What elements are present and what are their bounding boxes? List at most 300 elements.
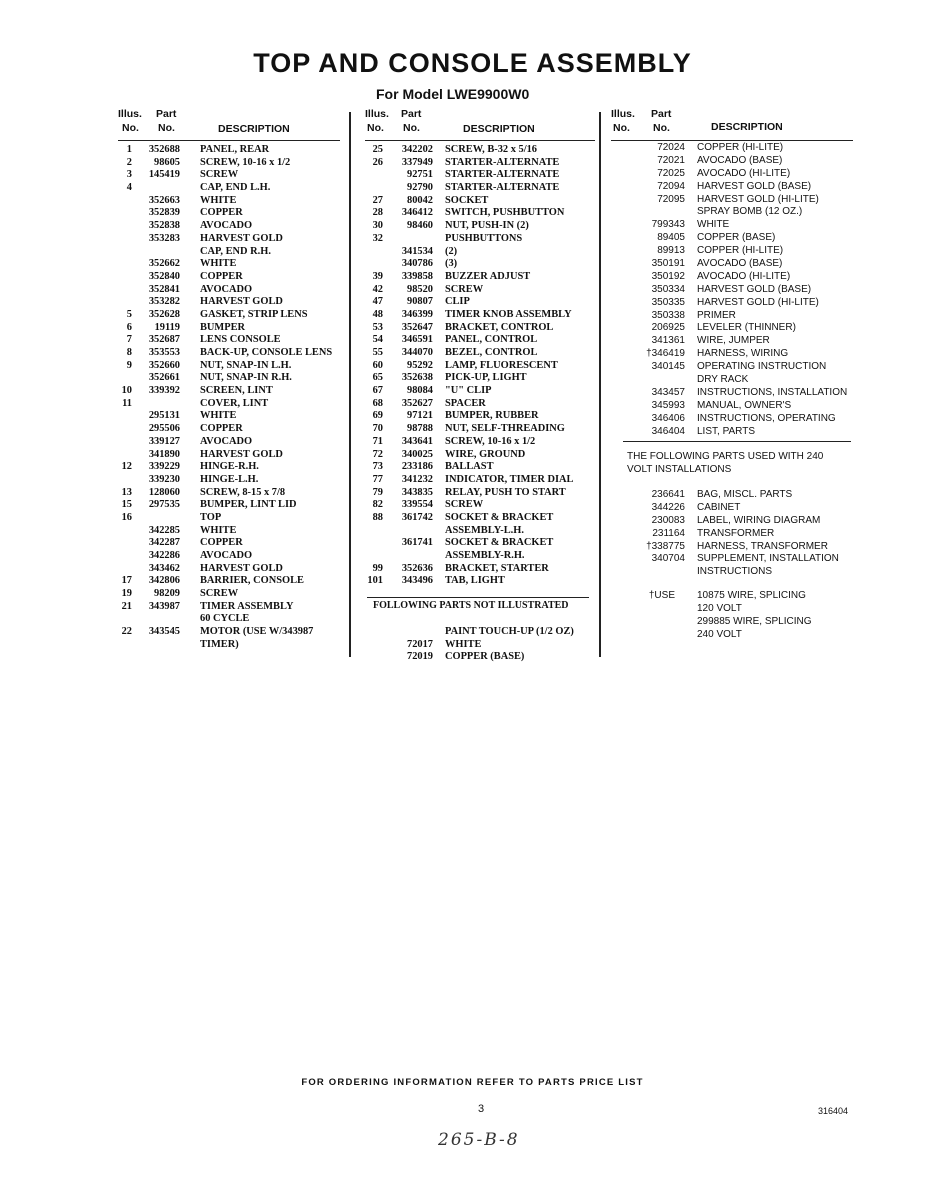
description: "U" CLIP (445, 385, 492, 397)
part-no: 230083 (651, 514, 685, 526)
parts-column-2 (365, 108, 595, 663)
table-row (365, 563, 595, 576)
part-no: 233186 (401, 461, 433, 473)
part-no: 89405 (657, 232, 685, 244)
header-no: No. (367, 122, 384, 134)
part-no: 295506 (148, 423, 180, 435)
header-rule (118, 140, 340, 141)
description: NUT, SELF-THREADING (445, 423, 565, 435)
part-no: 353283 (148, 232, 180, 244)
part-no: 297535 (148, 499, 180, 511)
part-no: 350192 (651, 270, 685, 282)
table-row (611, 413, 861, 426)
part-no: 92790 (407, 182, 433, 194)
part-no: 346412 (401, 207, 433, 219)
description: BACK-UP, CONSOLE LENS (200, 347, 333, 358)
description: TIMER ASSEMBLY (200, 600, 294, 612)
description: MANUAL, OWNER'S (697, 399, 792, 411)
part-no: 339229 (148, 461, 180, 473)
description: 10875 WIRE, SPLICING (697, 590, 806, 601)
description: SOCKET & BRACKET (445, 511, 554, 523)
part-no: 344070 (401, 347, 433, 358)
part-no: 352687 (148, 334, 180, 346)
illus-no: 65 (372, 372, 383, 384)
table-row (365, 461, 595, 474)
description: SOCKET & BRACKET (445, 537, 554, 549)
part-no: 344226 (651, 501, 685, 513)
description: HARNESS, WIRING (697, 348, 789, 360)
table-row (365, 575, 595, 588)
column-header (365, 108, 595, 138)
description: CLIP (445, 296, 470, 308)
table-row (118, 410, 340, 423)
table-row (611, 528, 861, 541)
header-rule (611, 140, 853, 141)
description: TIMER KNOB ASSEMBLY (445, 308, 572, 320)
description: HARVEST GOLD (200, 562, 283, 574)
table-row (611, 245, 861, 258)
part-no: 343835 (401, 486, 433, 498)
description: COPPER (200, 423, 243, 435)
description: TIMER) (200, 638, 239, 650)
section-rule (623, 441, 851, 442)
table-row (365, 651, 595, 664)
table-row (118, 626, 340, 639)
not-illustrated-note: FOLLOWING PARTS NOT ILLUSTRATED (373, 600, 569, 611)
description: SOCKET (445, 194, 489, 206)
part-no: 352627 (401, 397, 433, 409)
description: SCREW (200, 588, 239, 600)
description: 299885 WIRE, SPLICING (697, 615, 812, 627)
description: CAP, END L.H. (200, 182, 271, 194)
voltage-note-line2: VOLT INSTALLATIONS (627, 464, 732, 475)
parts-list (118, 144, 340, 652)
description: SCREW, 10-16 x 1/2 (200, 156, 291, 168)
table-row (365, 258, 595, 271)
part-no: 342287 (148, 537, 180, 549)
parts-list-use (611, 590, 861, 642)
description: BUMPER (200, 321, 246, 333)
description: HARVEST GOLD (200, 232, 283, 244)
illus-no: 7 (126, 334, 132, 346)
description: PAINT TOUCH-UP (1/2 OZ) (445, 626, 574, 637)
table-row (365, 144, 595, 157)
description: AVOCADO (HI-LITE) (697, 270, 791, 282)
description: PRIMER (697, 309, 736, 321)
description: BAG, MISCL. PARTS (697, 489, 793, 500)
part-no: 343545 (148, 626, 180, 638)
table-row (118, 195, 340, 208)
description: COPPER (BASE) (445, 651, 525, 663)
part-no: 352647 (401, 321, 433, 333)
description: OPERATING INSTRUCTION (697, 361, 827, 373)
description: SPACER (445, 397, 486, 409)
header-part: Part (156, 108, 177, 120)
illus-no: 60 (372, 359, 383, 371)
description: TRANSFORMER (697, 527, 775, 539)
illus-no: 68 (372, 397, 383, 409)
part-no: 799343 (651, 219, 685, 231)
description: DRY RACK (697, 374, 749, 386)
document-number: 316404 (818, 1106, 849, 1116)
illus-no: 16 (121, 511, 132, 523)
table-row (611, 553, 861, 566)
part-no: 72024 (657, 142, 685, 153)
illus-no: 73 (372, 461, 383, 473)
part-no: 231164 (652, 527, 685, 539)
table-row (118, 157, 340, 170)
illus-no: 99 (372, 562, 383, 574)
description: PANEL, CONTROL (445, 334, 538, 346)
table-row (611, 566, 861, 579)
table-row (118, 461, 340, 474)
part-no: 346406 (651, 412, 685, 424)
part-no: 342285 (148, 524, 180, 536)
table-row (118, 284, 340, 297)
table-row (365, 233, 595, 246)
header-no: No. (122, 122, 139, 134)
description: SCREEN, LINT (200, 385, 273, 397)
table-row (611, 335, 861, 348)
part-no: 343641 (401, 435, 433, 447)
table-row (365, 220, 595, 233)
table-row (365, 207, 595, 220)
part-no: 343987 (148, 600, 180, 612)
description: COPPER (HI-LITE) (697, 142, 784, 153)
table-row (118, 220, 340, 233)
part-no: 339127 (148, 435, 180, 447)
part-no: 361741 (401, 537, 433, 549)
illus-no: 21 (121, 600, 132, 612)
part-no: 128060 (148, 486, 180, 498)
part-no: 92751 (407, 169, 433, 181)
description: LEVELER (THINNER) (697, 322, 796, 334)
table-row (118, 601, 340, 614)
illus-no: 1 (126, 144, 132, 155)
part-no: 72095 (657, 193, 685, 205)
description: MOTOR (USE W/343987 (200, 626, 314, 638)
description: INSTRUCTIONS, OPERATING (697, 412, 836, 424)
table-row (365, 334, 595, 347)
table-row (365, 195, 595, 208)
illus-no: 42 (372, 283, 383, 295)
table-row (365, 347, 595, 360)
illus-no: 11 (122, 397, 132, 409)
part-no: 352628 (148, 308, 180, 320)
part-no: †USE (648, 590, 675, 601)
description: AVOCADO (200, 435, 253, 447)
illus-no: 82 (372, 499, 383, 511)
table-row (118, 537, 340, 550)
description: (3) (445, 258, 458, 270)
part-no: 353282 (148, 296, 180, 308)
table-row (611, 271, 861, 284)
table-row (118, 398, 340, 411)
part-no: 339554 (401, 499, 433, 511)
description: HARVEST GOLD (HI-LITE) (697, 193, 819, 205)
table-row (611, 181, 861, 194)
illus-no: 72 (372, 448, 383, 460)
description: HINGE-L.H. (200, 473, 259, 485)
header-description: DESCRIPTION (463, 123, 535, 135)
description: ASSEMBLY-R.H. (445, 550, 525, 561)
description: STARTER-ALTERNATE (445, 156, 560, 168)
header-description: DESCRIPTION (218, 123, 290, 135)
table-row (118, 575, 340, 588)
table-row (118, 588, 340, 601)
illus-no: 6 (126, 321, 132, 333)
part-no: 352661 (148, 372, 180, 384)
table-row (118, 360, 340, 373)
table-row (118, 258, 340, 271)
table-row (365, 246, 595, 259)
description: AVOCADO (200, 220, 253, 232)
header-no: No. (158, 122, 175, 134)
table-row (365, 449, 595, 462)
table-row (118, 613, 340, 626)
illus-no: 17 (121, 575, 132, 587)
description: AVOCADO (HI-LITE) (697, 167, 791, 179)
description: WIRE, JUMPER (697, 335, 770, 347)
handwritten-note: 265-B-8 (438, 1130, 520, 1150)
table-row (118, 372, 340, 385)
part-no: 236641 (651, 489, 685, 500)
part-no: 72021 (657, 154, 685, 166)
header-part: Part (401, 108, 422, 120)
illus-no: 47 (372, 296, 383, 308)
parts-list (365, 144, 595, 588)
description: 240 VOLT (697, 628, 742, 640)
part-no: 89913 (657, 245, 685, 257)
column-header (118, 108, 340, 138)
part-no: 339392 (148, 385, 180, 397)
description: STARTER-ALTERNATE (445, 182, 560, 194)
table-row (365, 360, 595, 373)
part-no: 343496 (401, 575, 433, 587)
table-row (365, 157, 595, 170)
part-no: 145419 (148, 169, 180, 181)
table-row (118, 487, 340, 500)
header-rule (365, 140, 595, 141)
parts-list-240v (611, 489, 861, 579)
part-no: 352638 (401, 372, 433, 384)
description: HINGE-R.H. (200, 461, 259, 473)
description: COPPER (HI-LITE) (697, 245, 784, 257)
description: INDICATOR, TIMER DIAL (445, 473, 574, 485)
description: LAMP, FLUORESCENT (445, 359, 558, 371)
table-row (118, 296, 340, 309)
description: TAB, LIGHT (445, 575, 505, 587)
description: SCREW, B-32 x 5/16 (445, 144, 537, 155)
description: SCREW (445, 283, 484, 295)
illus-no: 12 (121, 461, 132, 473)
header-no: No. (403, 122, 420, 134)
part-no: 72017 (407, 638, 433, 650)
part-no: 343462 (148, 562, 180, 574)
part-no: 361742 (401, 511, 433, 523)
illus-no: 77 (372, 473, 383, 485)
part-no: †338775 (646, 540, 685, 552)
description: COPPER (200, 537, 243, 549)
part-no: 341232 (401, 473, 433, 485)
illus-no: 39 (372, 270, 383, 282)
description: WHITE (200, 410, 237, 422)
column-divider (349, 112, 351, 657)
table-row (611, 297, 861, 310)
description: LENS CONSOLE (200, 334, 281, 346)
ordering-footer: FOR ORDERING INFORMATION REFER TO PARTS PRICE LIST (301, 1077, 644, 1088)
table-row (365, 284, 595, 297)
part-no: 352662 (148, 258, 180, 270)
part-no: 80042 (407, 194, 433, 206)
part-no: 97121 (407, 410, 433, 422)
table-row (611, 489, 861, 502)
part-no: 342202 (401, 144, 433, 155)
description: LABEL, WIRING DIAGRAM (697, 514, 821, 526)
illus-no: 30 (372, 220, 383, 232)
part-no: 350191 (651, 258, 685, 270)
table-row (118, 347, 340, 360)
table-row (365, 639, 595, 652)
illus-no: 3 (126, 169, 132, 181)
description: SPRAY BOMB (12 OZ.) (697, 206, 803, 218)
part-no: 346399 (401, 308, 433, 320)
description: PUSHBUTTONS (445, 232, 523, 244)
illus-no: 13 (121, 486, 132, 498)
part-no: 352839 (148, 207, 180, 219)
part-no: 98084 (407, 385, 433, 397)
illus-no: 27 (372, 194, 383, 206)
illus-no: 10 (121, 385, 132, 397)
part-no: 98520 (407, 283, 433, 295)
table-row (365, 525, 595, 538)
description: WHITE (200, 258, 237, 270)
description: WHITE (200, 524, 237, 536)
table-row (118, 550, 340, 563)
description: NUT, SNAP-IN L.H. (200, 359, 292, 371)
table-row (611, 194, 861, 207)
part-no: 352688 (148, 144, 180, 155)
table-row (118, 449, 340, 462)
table-row (118, 233, 340, 246)
table-row (365, 550, 595, 563)
table-row (118, 423, 340, 436)
description: SCREW (445, 499, 484, 511)
illus-no: 88 (372, 511, 383, 523)
part-no: 340145 (651, 361, 685, 373)
part-no: 352663 (148, 194, 180, 206)
part-no: 339858 (401, 270, 433, 282)
description: 120 VOLT (697, 602, 742, 614)
parts-list (611, 142, 861, 438)
table-row (611, 426, 861, 439)
part-no: 341890 (148, 448, 180, 460)
illus-no: 15 (121, 499, 132, 511)
table-row (118, 512, 340, 525)
part-no: 206925 (651, 322, 685, 334)
description: SWITCH, PUSHBUTTON (445, 207, 565, 219)
section-rule (367, 597, 589, 598)
description: BRACKET, CONTROL (445, 321, 554, 333)
illus-no: 22 (121, 626, 132, 638)
description: COVER, LINT (200, 397, 269, 409)
part-no: 345993 (651, 399, 685, 411)
page-subtitle: For Model LWE9900W0 (376, 86, 530, 102)
description: AVOCADO (BASE) (697, 154, 783, 166)
table-row (365, 537, 595, 550)
table-row (365, 322, 595, 335)
description: PANEL, REAR (200, 144, 270, 155)
parts-list-not-illustrated (365, 626, 595, 664)
header-illus: Illus. (365, 108, 389, 120)
part-no: 341534 (401, 245, 433, 257)
page-number: 3 (478, 1103, 485, 1115)
description: COPPER (200, 270, 243, 282)
description: BUZZER ADJUST (445, 270, 531, 282)
header-no: No. (653, 122, 670, 134)
description: BUMPER, LINT LID (200, 499, 297, 511)
description: SCREW, 8-15 x 7/8 (200, 486, 286, 498)
description: WHITE (697, 219, 730, 231)
description: BALLAST (445, 461, 494, 473)
table-row (118, 169, 340, 182)
description: STARTER-ALTERNATE (445, 169, 560, 181)
illus-no: 19 (121, 588, 132, 600)
table-row (611, 374, 861, 387)
header-part: Part (651, 108, 672, 120)
table-row (611, 322, 861, 335)
description: SCREW, 10-16 x 1/2 (445, 435, 536, 447)
header-illus: Illus. (118, 108, 142, 120)
illus-no: 55 (372, 347, 383, 358)
part-no: 352840 (148, 270, 180, 282)
column-header (611, 108, 861, 138)
description: NUT, SNAP-IN R.H. (200, 372, 292, 384)
illus-no: 67 (372, 385, 383, 397)
part-no: 342806 (148, 575, 180, 587)
part-no: 295131 (148, 410, 180, 422)
table-row (365, 499, 595, 512)
description: HARVEST GOLD (BASE) (697, 283, 812, 295)
part-no: 352841 (148, 283, 180, 295)
illus-no: 53 (372, 321, 383, 333)
part-no: 352838 (148, 220, 180, 232)
description: AVOCADO (200, 550, 253, 561)
table-row (118, 474, 340, 487)
table-row (118, 144, 340, 157)
description: (2) (445, 245, 458, 257)
table-row (611, 629, 861, 642)
table-row (118, 309, 340, 322)
header-illus: Illus. (611, 108, 635, 120)
part-no: 340025 (401, 448, 433, 460)
description: SUPPLEMENT, INSTALLATION (697, 553, 839, 565)
part-no: 342286 (148, 550, 180, 561)
table-row (611, 142, 861, 155)
part-no: 72094 (657, 180, 685, 192)
description: BARRIER, CONSOLE (200, 575, 304, 587)
description: AVOCADO (BASE) (697, 258, 783, 270)
table-row (611, 310, 861, 323)
illus-no: 2 (126, 156, 132, 168)
table-row (365, 474, 595, 487)
description: CAP, END R.H. (200, 245, 271, 257)
table-row (365, 626, 595, 639)
table-row (365, 398, 595, 411)
table-row (611, 361, 861, 374)
table-row (118, 563, 340, 576)
table-row (365, 271, 595, 284)
